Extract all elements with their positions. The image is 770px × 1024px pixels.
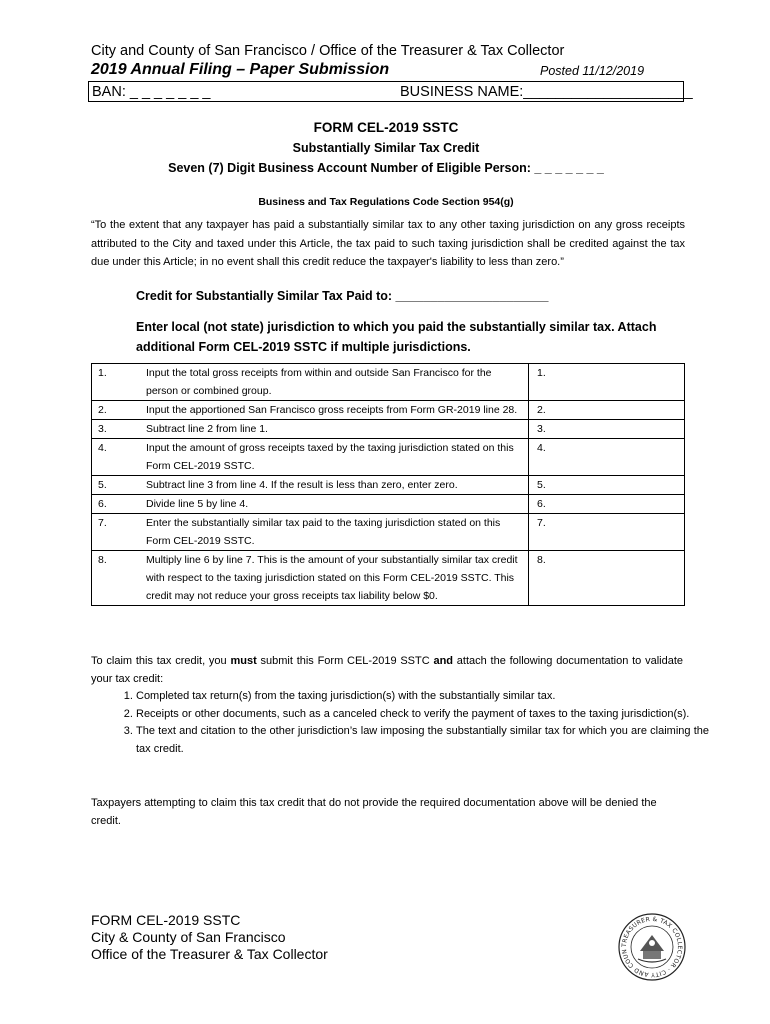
claim-intro-must: must	[230, 655, 257, 667]
line-description: Subtract line 3 from line 4. If the result is less than zero, enter zero.	[140, 476, 529, 495]
line-amount-field[interactable]: 5.	[529, 476, 685, 495]
line-amount-field[interactable]: 8.	[529, 551, 685, 606]
line-description: Input the amount of gross receipts taxed by the taxing jurisdiction stated on this Form CEL-2019 SSTC.	[140, 439, 529, 476]
claim-intro-pre: To claim this tax credit, you	[91, 655, 231, 667]
documentation-item: 3. The text and citation to the other jurisdiction’s law imposing the substantially similar tax for which you are claiming the tax credit.	[136, 723, 709, 758]
footer-form-name: FORM CEL-2019 SSTC	[91, 912, 241, 928]
filing-title: 2019 Annual Filing – Paper Submission	[91, 61, 390, 78]
table-row	[92, 364, 685, 401]
svg-text:TREASURER & TAX COLLECTOR · CI: TREASURER & TAX COLLECTOR · CITY AND COUN	[620, 915, 684, 979]
line-amount-field[interactable]: 2.	[529, 401, 685, 420]
table-row	[92, 514, 685, 551]
credit-paid-to-field[interactable]: Credit for Substantially Similar Tax Paid to: ______________________	[136, 289, 549, 303]
documentation-list	[110, 688, 709, 758]
business-name-field[interactable]: BUSINESS NAME:_____________________	[400, 84, 693, 100]
table-row	[92, 551, 685, 606]
line-number: 5.	[92, 476, 141, 495]
line-amount-field[interactable]: 3.	[529, 420, 685, 439]
line-number: 1.	[92, 364, 141, 401]
treasurer-seal-icon	[618, 913, 686, 981]
jurisdiction-instruction: Enter local (not state) jurisdiction to which you paid the substantially similar tax. Attach additional Form CEL-2019 SSTC if multiple jurisdictions.	[136, 320, 657, 354]
line-amount-field[interactable]: 1.	[529, 364, 685, 401]
documentation-item: 1. Completed tax return(s) from the taxing jurisdiction(s) with the substantially similar tax.	[136, 688, 709, 706]
claim-intro-mid: submit this Form CEL-2019 SSTC	[256, 655, 434, 667]
table-row	[92, 476, 685, 495]
table-row	[92, 439, 685, 476]
agency-header: City and County of San Francisco / Office of the Treasurer & Tax Collector	[91, 43, 565, 59]
line-amount-field[interactable]: 7.	[529, 514, 685, 551]
code-section-heading: Business and Tax Regulations Code Section 954(g)	[258, 196, 514, 208]
ban-field[interactable]: BAN: _ _ _ _ _ _ _	[92, 84, 211, 100]
line-amount-field[interactable]: 6.	[529, 495, 685, 514]
form-title: FORM CEL-2019 SSTC	[313, 120, 459, 135]
table-row	[92, 420, 685, 439]
line-number: 2.	[92, 401, 141, 420]
line-description: Input the total gross receipts from within and outside San Francisco for the person or combined group.	[140, 364, 529, 401]
line-number: 8.	[92, 551, 141, 606]
calculation-table	[91, 363, 685, 606]
documentation-item: 2. Receipts or other documents, such as a canceled check to verify the payment of taxes to the taxing jurisdiction(s).	[136, 706, 709, 724]
claim-intro-post: attach the following documentation to validate your tax credit:	[91, 655, 683, 685]
line-number: 4.	[92, 439, 141, 476]
code-quote: “To the extent that any taxpayer has paid a substantially similar tax to any other taxing jurisdiction on any gross receipts attributed to the City and taxed under this Article, the tax paid to such taxing jurisdiction shall be credited against the tax due under this Article; in no event shall this credit reduce the taxpayer's liability to less than zero.”	[91, 219, 685, 268]
line-number: 7.	[92, 514, 141, 551]
denial-warning: Taxpayers attempting to claim this tax credit that do not provide the required documentation above will be denied the credit.	[91, 797, 657, 827]
table-row	[92, 401, 685, 420]
footer-office: Office of the Treasurer & Tax Collector	[91, 946, 328, 962]
table-row	[92, 495, 685, 514]
line-description: Enter the substantially similar tax paid to the taxing jurisdiction stated on this Form CEL-2019 SSTC.	[140, 514, 529, 551]
line-description: Divide line 5 by line 4.	[140, 495, 529, 514]
line-description: Multiply line 6 by line 7. This is the amount of your substantially similar tax credit with respect to the taxing jurisdiction stated on this Form CEL-2019 SSTC. This credit may not reduce your gross receipts tax liability below $0.	[140, 551, 529, 606]
line-description: Subtract line 2 from line 1.	[140, 420, 529, 439]
footer-city: City & County of San Francisco	[91, 929, 286, 945]
line-description: Input the apportioned San Francisco gross receipts from Form GR-2019 line 28.	[140, 401, 529, 420]
line-amount-field[interactable]: 4.	[529, 439, 685, 476]
line-number: 3.	[92, 420, 141, 439]
line-number: 6.	[92, 495, 141, 514]
claim-instructions	[91, 653, 683, 688]
form-subtitle: Substantially Similar Tax Credit	[292, 141, 480, 155]
posted-date: Posted 11/12/2019	[540, 64, 645, 78]
claim-intro-and: and	[433, 655, 454, 667]
business-account-number-field[interactable]: Seven (7) Digit Business Account Number of Eligible Person: _ _ _ _ _ _ _	[168, 161, 604, 175]
